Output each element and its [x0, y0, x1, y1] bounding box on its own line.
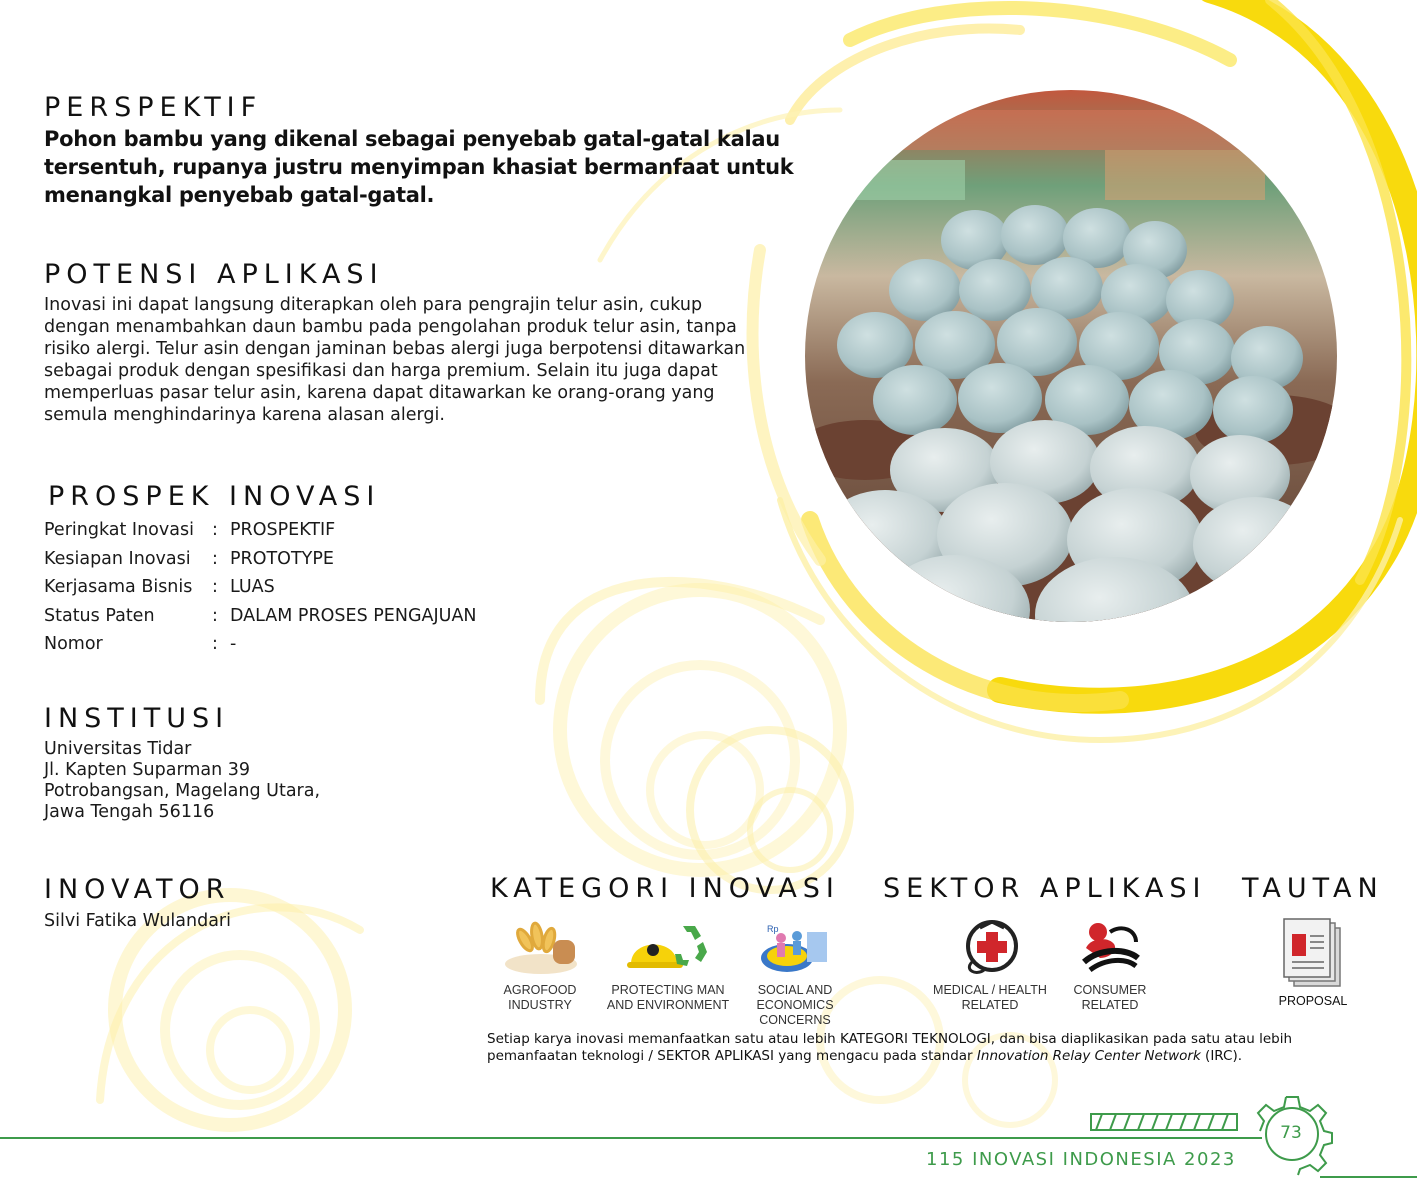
institusi-line: Jl. Kapten Suparman 39: [44, 760, 251, 780]
institusi-address: [44, 739, 320, 823]
consumer-label: [1060, 983, 1160, 1013]
agrofood-label-line: INDUSTRY: [508, 998, 572, 1012]
consumer-label-line: RELATED: [1081, 998, 1139, 1012]
irc-note: [487, 1031, 1367, 1065]
note-text-end: (IRC).: [1200, 1048, 1242, 1064]
svg-text:Rp: Rp: [767, 924, 779, 934]
agrofood-label: [497, 983, 583, 1013]
medical-label-line: RELATED: [961, 998, 1019, 1012]
prospek-key: Peringkat Inovasi: [44, 520, 194, 541]
prospek-row: [44, 573, 477, 602]
note-text: Setiap karya inovasi memanfaatkan satu atau lebih KATEGORI TEKNOLOGI, dan bisa diaplikasikan pada satu atau lebih pemanfaatan teknologi / SEKTOR APLIKASI yang mengacu pada standar: [487, 1031, 1293, 1064]
prospek-value: DALAM PROSES PENGAJUAN: [230, 605, 477, 626]
inovator-name: Silvi Fatika Wulandari: [44, 911, 231, 931]
prospek-sep: :: [212, 520, 218, 541]
prospek-sep: :: [212, 577, 218, 598]
prospek-value: PROTOTYPE: [230, 548, 334, 569]
medical-health-label: [930, 983, 1050, 1013]
potensi-heading: POTENSI APLIKASI: [44, 259, 384, 290]
agrofood-label-line: AGROFOOD: [503, 983, 577, 997]
institusi-line: Universitas Tidar: [44, 739, 192, 759]
medical-label-line: MEDICAL / HEALTH: [933, 983, 1047, 997]
consumer-label-line: CONSUMER: [1073, 983, 1147, 997]
sektor-heading: SEKTOR APLIKASI: [883, 873, 1207, 904]
institusi-line: Jawa Tengah 56116: [44, 802, 215, 822]
kategori-heading: KATEGORI INOVASI: [490, 873, 840, 904]
prospek-key: Status Paten: [44, 605, 155, 626]
note-italic: Innovation Relay Center Network: [976, 1048, 1201, 1064]
footer-title: 115 INOVASI INDONESIA 2023: [926, 1149, 1236, 1170]
protecting-environment-label: [606, 983, 730, 1013]
inovator-heading: INOVATOR: [44, 874, 231, 905]
potensi-text: Inovasi ini dapat langsung diterapkan oleh para pengrajin telur asin, cukup dengan menambahkan daun bambu pada pengolahan produk telur asin, tanpa risiko alergi. Telur asin dengan jaminan bebas alergi juga berpotensi ditawarkan sebagai produk dengan spesifikasi dan harga premium. Selain itu juga dapat memperluas pasar telur asin, karena dapat ditawarkan ke orang-orang yang semula menghindarinya karena alasan alergi.: [44, 295, 746, 425]
social-economics-icon: [757, 918, 833, 981]
prospek-sep: :: [212, 605, 218, 626]
prospek-value: -: [230, 634, 237, 655]
consumer-icon: [1080, 918, 1140, 981]
prospek-value: LUAS: [230, 577, 275, 598]
institusi-heading: INSTITUSI: [44, 703, 230, 734]
prospek-sep: :: [212, 634, 218, 655]
perspektif-heading: PERSPEKTIF: [44, 92, 263, 123]
prospek-row: [44, 630, 477, 659]
perspektif-text: Pohon bambu yang dikenal sebagai penyebab gatal-gatal kalau tersentuh, rupanya justru menyimpan khasiat bermanfaat untuk menangkal penyebab gatal-gatal.: [44, 127, 794, 207]
prospek-heading: PROSPEK INOVASI: [48, 481, 381, 512]
prospek-sep: :: [212, 548, 218, 569]
social-label-line: SOCIAL AND: [757, 983, 833, 997]
prospek-table: [44, 516, 477, 659]
proposal-label[interactable]: PROPOSAL: [1278, 994, 1348, 1008]
protecting-label-line: PROTECTING MAN: [611, 983, 725, 997]
footer-rule-right: [1320, 1176, 1417, 1178]
social-label-line: CONCERNS: [759, 1013, 831, 1027]
institusi-line: Potrobangsan, Magelang Utara,: [44, 781, 321, 801]
prospek-key: Kesiapan Inovasi: [44, 548, 191, 569]
social-label-line: ECONOMICS: [756, 998, 834, 1012]
prospek-value: PROSPEKTIF: [230, 520, 336, 541]
agrofood-icon: [503, 918, 579, 981]
prospek-row: [44, 545, 477, 574]
protecting-environment-icon: [625, 918, 709, 981]
medical-health-icon: [962, 918, 1022, 981]
protecting-label-line: AND ENVIRONMENT: [606, 998, 730, 1012]
footer-rule: [0, 1137, 1262, 1139]
prospek-key: Kerjasama Bisnis: [44, 577, 193, 598]
tautan-heading: TAUTAN: [1242, 873, 1384, 904]
prospek-row: [44, 516, 477, 545]
footer-stripes-decoration: [1090, 1113, 1240, 1131]
prospek-row: [44, 602, 477, 631]
salted-eggs-photo: [805, 90, 1337, 622]
social-economics-label: [748, 983, 842, 1028]
proposal-document-icon[interactable]: [1282, 918, 1344, 993]
prospek-key: Nomor: [44, 634, 103, 655]
page-number: 73: [1280, 1123, 1302, 1143]
